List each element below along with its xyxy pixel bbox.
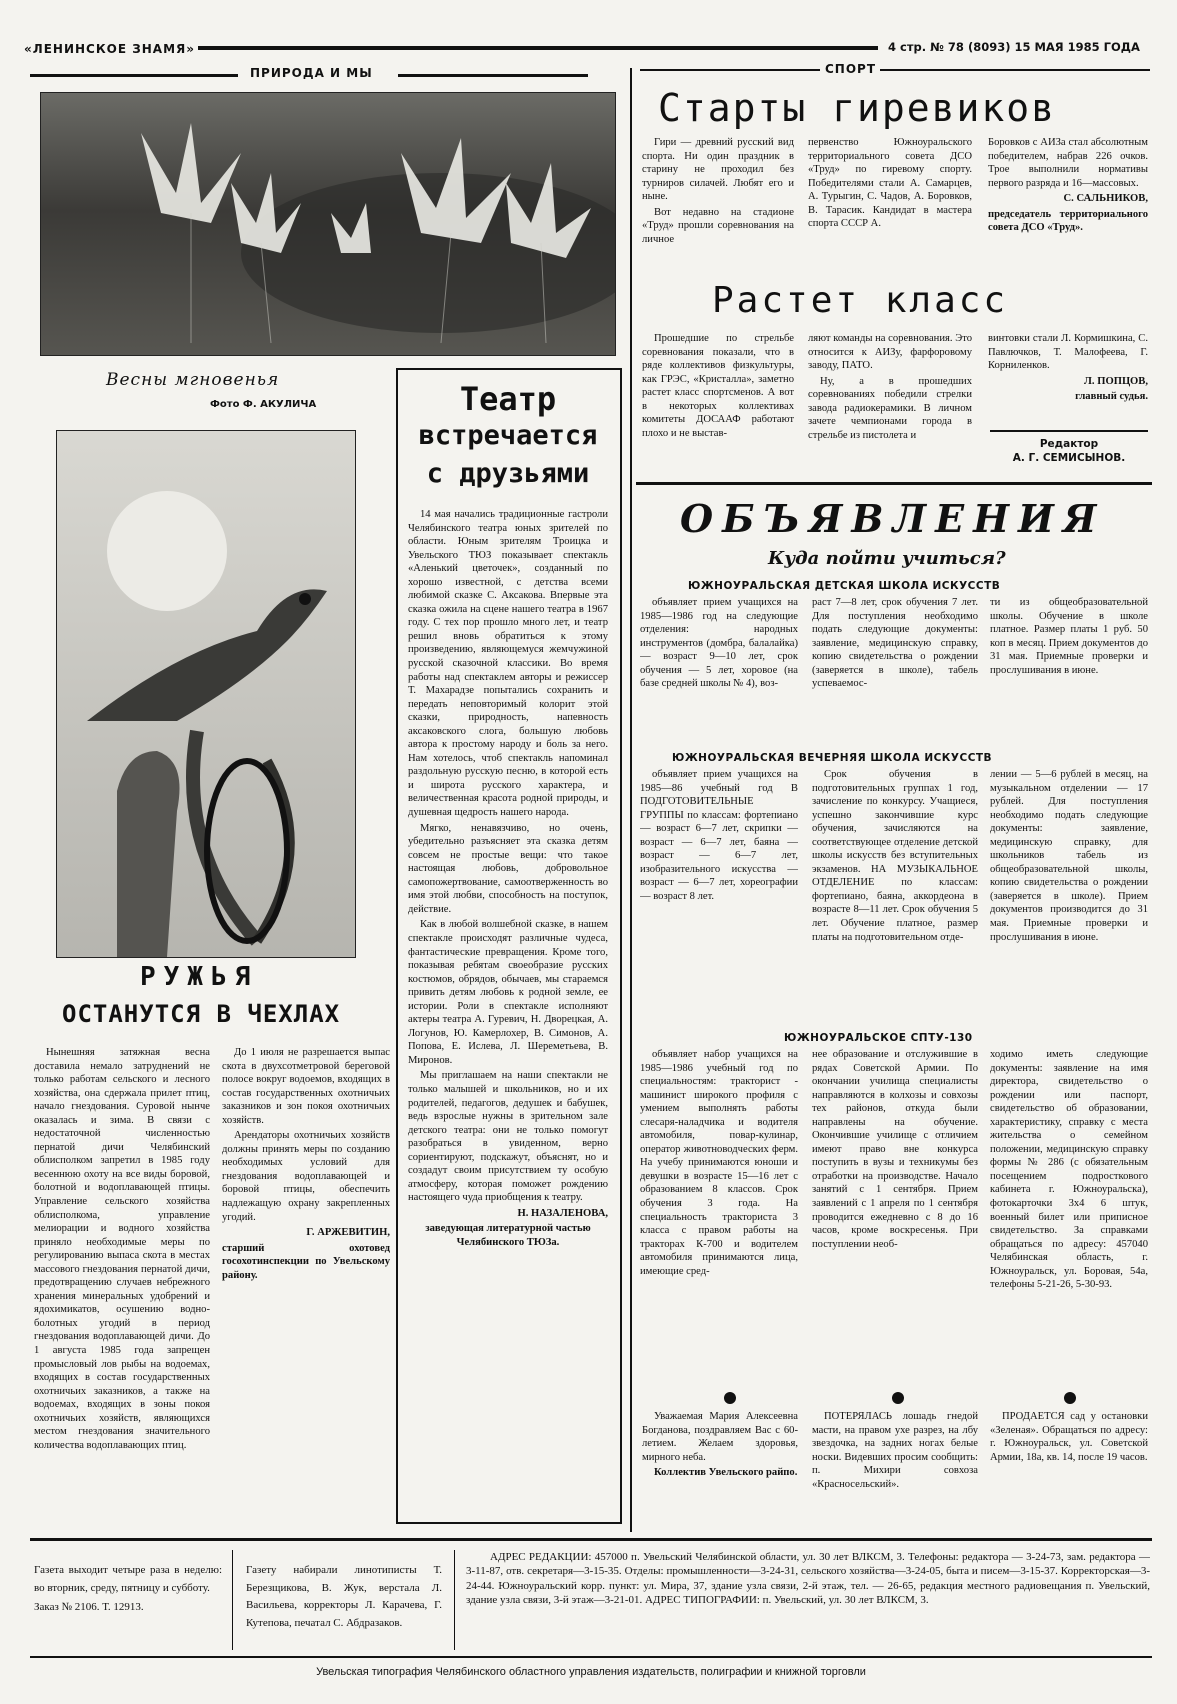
guns-col2 — [222, 1046, 390, 1526]
class-col1 — [642, 332, 794, 472]
school3-col1 — [640, 1048, 798, 1386]
school3-text-2: нее образование и отслужившие в рядах Советской Армии. По окончании училища специалисты направляются в колхозы и совхозы тех районов, откуда были направлены на обучение. Окончившие училище с отличием имеют право вне конкурса поступить в вузы и техникумы без отработки на производстве. Начало занятий с 1 сентября. Прием заявлений с 1 апреля по 1 сентября проводится ежедневно с 8 до 16 часов, кроме воскресенья. При поступлении необ- — [812, 1049, 978, 1250]
photo1-caption: Весны мгновенья — [106, 370, 280, 390]
photo1-credit: Фото Ф. АКУЛИЧА — [210, 399, 317, 410]
masthead-rule — [198, 46, 878, 50]
theatre-sign-name: Н. НАЗАЛЕНОВА, — [517, 1207, 608, 1219]
nature-rule-left — [30, 74, 238, 77]
school3-text-3: ходимо иметь следующие документы: заявление на имя директора, свидетельство о рождении или паспорт, свидетельство об образовании, характеристику, справку с места жительства о семейном положении, медицинскую справку формы № 286 (с обязательным посещением подросткового кабинета г. Южноуральска), фотокарточки 3х4 6 штук, военный билет или приписное свидетельство. За справками обращаться по адресу: 457040 Челябинская область, г. Южноуральск, ул. Боровая, 54а, телефоны 5-21-26, 5-30-93. — [990, 1049, 1148, 1291]
school2-col2 — [812, 768, 978, 1024]
footer-schedule — [34, 1562, 222, 1642]
guns-title-2: ОСТАНУТСЯ В ЧЕХЛАХ — [62, 1000, 341, 1028]
guns-text-2: До 1 июля не разрешается выпас скота в двухсотметровой береговой полосе вокруг водоемов, входящих в состав государственных охотничьих заказников и зон покоя охотничьих хозяйств. — [222, 1047, 390, 1126]
footer-order: Заказ № 2106. Т. 12913. — [34, 1601, 144, 1614]
kettlebell-text-4: Боровков с АИЗа стал абсолютным победителем, набрав 226 очков. Трое выполнили нормативы первого разряда и 16—массовых. — [988, 137, 1148, 189]
class-title: Растет класс — [712, 280, 1009, 321]
bullet-3 — [1064, 1392, 1076, 1404]
footer-top-rule — [30, 1538, 1152, 1541]
class-sign-role: главный судья. — [1075, 391, 1148, 403]
section-nature: ПРИРОДА И МЫ — [250, 66, 373, 80]
theatre-title-2: встречается — [418, 420, 598, 451]
small-ad-2 — [812, 1410, 978, 1528]
school1-col3 — [990, 596, 1148, 736]
kettlebell-sign-role: председатель территориального совета ДСО «Труд». — [988, 208, 1148, 234]
footer-address-text: АДРЕС РЕДАКЦИИ: 457000 п. Увельский Челябинской области, ул. 30 лет ВЛКСМ, 3. Телефоны: редактора — 3-24-73, зам. редактора — 3-11-87, отв. секретаря—3-15-35. Отделы: промышленности—3-24-31, сельского хозяйства—3-24-05, быта и писем—3-15-37. Корректорская—3-24-44. Южноуральский корр. пункт: ул. Мира, 37, здание узла связи, 2-й этаж, тел. — 26-65, редакция местного радиовещания п. Увельский, здание узла связи, 3-й этаж—3-21-01. АДРЕС ТИПОГРАФИИ: п. Увельский, ул. 30 лет ВЛКСМ, 3. — [466, 1551, 1150, 1606]
nature-rule-right — [398, 74, 588, 77]
bullet-1 — [724, 1392, 736, 1404]
section-sport: СПОРТ — [825, 62, 877, 76]
footer-bottom-rule — [30, 1656, 1152, 1658]
guns-col1 — [34, 1046, 210, 1526]
bullet-2 — [892, 1392, 904, 1404]
footer-typeset-text: Газету набирали линотиписты Т. Березщикова, В. Жук, верстала Л. Васильева, корректоры Л. Карачева, Г. Кутепова, печатал С. Абдразаков. — [246, 1564, 442, 1629]
small-ad-3-text: ПРОДАЕТСЯ сад у остановки «Зеленая». Обращаться по адресу: г. Южноуральск, ул. Советской Армии, 18а, кв. 14, после 19 часов. — [990, 1411, 1148, 1463]
class-col3 — [988, 332, 1148, 432]
pasqueflower-image — [41, 93, 615, 355]
paper-name: «ЛЕНИНСКОЕ ЗНАМЯ» — [24, 42, 196, 56]
school1-text-2: раст 7—8 лет, срок обучения 7 лет. Для поступления необходимо подать следующие документы: заявление, медицинскую справку, копию свидетельства о рождении (заверяется в школе), табель успеваемос- — [812, 597, 978, 690]
theatre-body — [408, 508, 608, 1518]
guns-sign-name: Г. АРЖЕВИТИН, — [306, 1227, 390, 1239]
kettlebell-text-1: Гири — древний русский вид спорта. Ни один праздник в старину не проходил без турниров силачей. Любят его и ныне. — [642, 137, 794, 203]
kettlebell-col2 — [808, 136, 972, 276]
school3-col2 — [812, 1048, 978, 1386]
guns-text-3: Арендаторы охотничьих хозяйств должны принять меры по созданию необходимых условий для гнездования водоплавающей и боровой птицы, обеспечить надлежащую охрану закрепленных угодий. — [222, 1130, 390, 1223]
small-ad-1-sign: Коллектив Увельского райпо. — [654, 1467, 798, 1479]
school3-text-1: объявляет набор учащихся на 1985—1986 учебный год по специальностям: тракторист - машинист широкого профиля с умением выполнять работы слесаря-наладчика и водителя автомобиля, повар-кулинар, оператор животноводческих ферм. На учебу принимаются юноши и девушки в возрасте 15—16 лет с образованием 8 классов. Срок обучения 3 года. На специальность тракториста 3 класса с правом работы на тракторах К-700 и водителем автомобиля принимаются лица, имеющие сред- — [640, 1049, 798, 1277]
sport-rule-right — [880, 69, 1150, 71]
theatre-p3: Как в любой волшебной сказке, в нашем спектакле происходят различные чудеса, фантастические превращения. Кроме того, показывая ребятам своеобразие русских костюмов, обрядов, обычаев, мы стараемся привить детям любовь к родной земле, ее истории. Роли в спектакле исполняют актеры театра А. Гуревич, Н. Дворецкая, А. Логунов, Ю. Камерлохер, В. Симонов, А. Попова, Е. Ислева, Л. Шереметьева, В. Миронов. — [408, 919, 608, 1066]
flowers-photo — [40, 92, 616, 356]
ads-top-rule — [636, 482, 1152, 485]
class-text-3: Ну, а в прошедших соревнованиях победили стрелки завода радиокерамики. В личном зачете чемпионами города в стрельбе из пистолета и — [808, 375, 972, 441]
editor-rule — [990, 430, 1148, 432]
class-text-2: ляют команды на соревнования. Это относится к АИЗу, фарфоровому заводу, ПАТО. — [808, 333, 972, 372]
kettlebell-text-3: первенство Южноуральского территориального совета ДСО «Труд» по гиревому спорту. Победителями стали А. Самарцев, А. Турыгин, С. Чадов, А. Боровков, В. Тарасик. Кандидат в мастера спорта СССР А. — [808, 137, 972, 230]
guns-sign-role: старший охотовед госохотинспекции по Увельскому району. — [222, 1242, 390, 1281]
school1-text-3: ти из общеобразовательной школы. Обучение в школе платное. Размер платы 1 руб. 50 коп в месяц. Прием документов до 31 мая. Приемные проверки и прослушивания в июне. — [990, 597, 1148, 676]
school2-name: ЮЖНОУРАЛЬСКАЯ ВЕЧЕРНЯЯ ШКОЛА ИСКУССТВ — [672, 752, 993, 764]
school2-col3 — [990, 768, 1148, 1024]
small-ad-1-text: Уважаемая Мария Алексеевна Богданова, поздравляем Вас с 60-летием. Желаем здоровья, мирного неба. — [642, 1411, 798, 1463]
guns-text-1: Нынешняя затяжная весна доставила немало затруднений не только работам сельского и лесного хозяйства, она сдержала прилет птиц, начало гнездования. Суровой нынче оказалась и зима. В связи с недостаточной численностью пернатой дичи Челябинский облисполком запретил в 1985 году весеннюю охоту на все виды боровой, болотной и водоплавающей птицы. Управление сельского хозяйства облисполкома, управление мелиорации и водного хозяйства приняло необходимые меры по регулированию выпаса скота в местах массового гнездования пернатой дичи, предотвращению случаев небрежного хранения минеральных удобрений и ядохимикатов, осушению водно-болотных угодий в период гнездования водоплавающей дичи. До 1 августа 1985 года запрещен промысловый лов рыбы на водоемах, входящих в состав государственных охотничьих заказников, а также на водоемах, входящих в зоны покоя охотничьих хозяйств, являющихся местом гнездования значительного количества водоплавающих птиц. — [34, 1047, 210, 1451]
bird-on-branch-image — [57, 431, 355, 957]
kettlebell-col3 — [988, 136, 1148, 276]
sport-rule-left — [640, 69, 820, 71]
guns-title-1: РУЖЬЯ — [140, 962, 259, 992]
bird-photo — [56, 430, 356, 958]
theatre-title-1: Театр — [459, 380, 557, 418]
kettlebell-sign-name: С. САЛЬНИКОВ, — [1063, 193, 1148, 205]
class-col2 — [808, 332, 972, 472]
footer-schedule-text: Газета выходит четыре раза в неделю: во вторник, среду, пятницу и субботу. — [34, 1564, 222, 1594]
theatre-p1: 14 мая начались традиционные гастроли Челябинского театра юных зрителей по области. Юным зрителям Троицка и Увельского ТЮЗ показывает спектакль «Аленький цветочек», созданный по хорошо известной, с детства всеми любимой сказке С. Аксакова. Впервые эта сказка ожила на сцене нашего театра в 1967 году. С тех пор прошло много лет, и театр решил вновь обратиться к этому произведению, являющемуся жемчужиной русской сказочной классики. Во время работы над спектаклем авторы и режиссер Т. Махарадзе попытались сохранить и передать неповторимый колорит этой сказки, природность, напевность аксаковского слога, большую любовь автора к простому народу и боль за него. Нам хотелось, чтоб спектакль напоминал раздольную русскую песню, в которой есть и широта русского характера, и величественная красота родной природы, и душевная щедрость нашего народа. — [408, 509, 608, 819]
class-text-4: винтовки стали Л. Кормишкина, С. Павлючков, Т. Малофеева, Г. Корниленков. — [988, 333, 1148, 372]
class-sign-name: Л. ПОПЦОВ, — [1084, 375, 1148, 387]
school2-text-3: лении — 5—6 рублей в месяц, на музыкальном отделении — 17 рублей. Для поступления необходимо подать следующие документы: заявление, медицинскую справку, для школьников табель из общеобразовательной школы, копию свидетельства о рождении (заверяется в школе). Прием документов производится до 31 мая. Приемные проверки и прослушивания в июне. — [990, 769, 1148, 943]
footer-sep-2 — [454, 1550, 455, 1650]
small-ad-1 — [642, 1410, 798, 1528]
editor-name: А. Г. СЕМИСЫНОВ. — [1012, 452, 1126, 464]
small-ad-3 — [990, 1410, 1148, 1528]
school2-text-1: объявляет прием учащихся на 1985—86 учебный год В ПОДГОТОВИТЕЛЬНЫЕ ГРУППЫ по классам: фортепиано — возраст 6—7 лет, скрипки — возраст — 6—7 лет, баяна — возраст — 6—7 лет, изобразительного искусства — возраст — 6—7 лет, хореографии — возраст 8 лет. — [640, 769, 798, 902]
footer-sep-1 — [232, 1550, 233, 1650]
school1-col1 — [640, 596, 798, 736]
theatre-p2: Мягко, ненавязчиво, но очень, убедительно разъясняет эта сказка детям совсем не простые вещи: что такое настоящая любовь, добровольное самопожертвование, самоотверженность во имя этой любви, способность на поступок, действие. — [408, 822, 608, 915]
school2-text-2: Срок обучения в подготовительных группах 1 год, зачисление по конкурсу. Учащиеся, успешно закончившие курс обучения, зачисляются на соответствующее отделение детской школы искусств без вступительных экзаменов. НА МУЗЫКАЛЬНОЕ ОТДЕЛЕНИЕ по классам: фортепиано, баяна, аккордеона в возрасте 8—11 лет. Срок обучения 5 лет. Обучение платное, размер платы на подготовительном отде- — [812, 769, 978, 943]
class-text-1: Прошедшие по стрельбе соревнования показали, что в ряде коллективов физкультуры, как ГРЭС, «Кристалла», заметно растет класс спортсменов. А вот в некоторых коллективах комитеты ДОСААФ работают плохо и не выстав- — [642, 333, 794, 439]
issue-info: 4 стр. № 78 (8093) 15 МАЯ 1985 ГОДА — [888, 40, 1140, 54]
school1-text-1: объявляет прием учащихся на 1985—1986 год на следующие отделения: народных инструментов (домбра, балалайка) — возраст 9—10 лет, срок обучения — 5 лет, хоровое (на базе средней школы № 4), воз- — [640, 597, 798, 690]
kettlebell-text-2: Вот недавно на стадионе «Труд» прошли соревнования на личное — [642, 206, 794, 245]
theatre-title-3: с друзьями — [426, 458, 590, 489]
footer-printer: Увельская типография Челябинского областного управления издательств, полиграфии и книжной торговли — [316, 1666, 866, 1678]
footer-address — [466, 1550, 1150, 1646]
kettlebell-col1 — [642, 136, 794, 276]
kettlebell-title: Старты гиревиков — [658, 86, 1057, 130]
editor-label: Редактор — [1039, 438, 1099, 450]
column-divider — [630, 68, 632, 1532]
theatre-p4: Мы приглашаем на наши спектакли не только малышей и школьников, но и их родителей, педагогов, дедушек и бабушек, ведь взрослые нужны в зрительном зале детского театра: они не только помогут разобраться в увиденном, верно сориентируют, подскажут, объяснят, но и создадут своим присутствием ту особую атмосферу, которая поможет рождению настоящего чуда приобщения к театру. — [408, 1070, 608, 1204]
school1-name: ЮЖНОУРАЛЬСКАЯ ДЕТСКАЯ ШКОЛА ИСКУССТВ — [688, 580, 1001, 592]
school2-col1 — [640, 768, 798, 1024]
school1-col2 — [812, 596, 978, 736]
school3-name: ЮЖНОУРАЛЬСКОЕ СПТУ-130 — [784, 1032, 973, 1044]
ads-subtitle: Куда пойти учиться? — [768, 548, 1006, 569]
school3-col3 — [990, 1048, 1148, 1386]
small-ad-2-text: ПОТЕРЯЛАСЬ лошадь гнедой масти, на правом ухе разрез, на лбу звездочка, на задних ногах белые носки. Видевших просим сообщить: п. Михири совхоза «Красносельский». — [812, 1411, 978, 1490]
theatre-sign-role: заведующая литературной частью Челябинского ТЮЗа. — [425, 1223, 591, 1248]
footer-typeset — [246, 1562, 442, 1642]
ads-title: ОБЪЯВЛЕНИЯ — [680, 496, 1106, 541]
